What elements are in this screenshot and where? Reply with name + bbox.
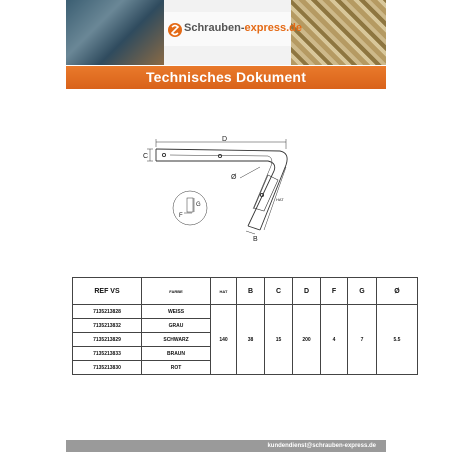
col-header-c: C <box>265 278 293 305</box>
d-value: 200 <box>293 305 321 375</box>
bracket-drawing <box>140 135 310 245</box>
bracket-shape <box>156 149 287 230</box>
ref-cell: 7135213829 <box>73 333 142 347</box>
table-row <box>73 305 418 319</box>
col-header-hat: HAT <box>211 278 237 305</box>
tools-photo <box>66 0 164 65</box>
col-header-f: F <box>321 278 348 305</box>
color-cell: ROT <box>142 361 211 375</box>
f-value: 4 <box>321 305 348 375</box>
color-cell: WEISS <box>142 305 211 319</box>
ref-cell: 7135213832 <box>73 319 142 333</box>
diameter-label: Ø <box>231 174 237 181</box>
ref-cell: 7135213833 <box>73 347 142 361</box>
screws-photo <box>291 0 386 65</box>
spec-table <box>72 277 418 375</box>
header-image <box>66 0 386 65</box>
col-header-diameter: Ø <box>377 278 418 305</box>
dimension-g-label: G <box>196 202 201 208</box>
color-cell: SCHWARZ <box>142 333 211 347</box>
logo-text <box>184 22 302 34</box>
diameter-value: 5.5 <box>377 305 418 375</box>
col-header-g: G <box>348 278 377 305</box>
dimension-lines <box>147 139 286 234</box>
col-header-farbe: FARBE <box>142 278 211 305</box>
hat-value: 140 <box>211 305 237 375</box>
color-cell: GRAU <box>142 319 211 333</box>
ref-cell: 7135213830 <box>73 361 142 375</box>
dimension-d-label: D <box>222 136 228 143</box>
table-header-row <box>73 278 418 305</box>
col-header-b: B <box>237 278 265 305</box>
g-value: 7 <box>348 305 377 375</box>
logo-text-part2: express.de <box>244 22 302 34</box>
page-title: Technisches Dokument <box>145 69 307 85</box>
footer-email-link[interactable]: kundendienst@schrauben-express.de <box>267 443 376 449</box>
dimension-f-label: F <box>179 213 183 219</box>
b-value: 38 <box>237 305 265 375</box>
ref-cell: 7135213828 <box>73 305 142 319</box>
dimension-c-label: C <box>143 153 149 160</box>
title-banner <box>66 66 386 89</box>
col-header-d: D <box>293 278 321 305</box>
dimension-b-label: B <box>253 236 258 243</box>
footer <box>66 440 386 452</box>
col-header-ref: REF VS <box>73 278 142 305</box>
logo-icon <box>167 22 183 38</box>
hat-label: HAT <box>276 197 284 202</box>
color-cell: BRAUN <box>142 347 211 361</box>
logo-text-part1: Schrauben- <box>184 22 245 34</box>
c-value: 15 <box>265 305 293 375</box>
